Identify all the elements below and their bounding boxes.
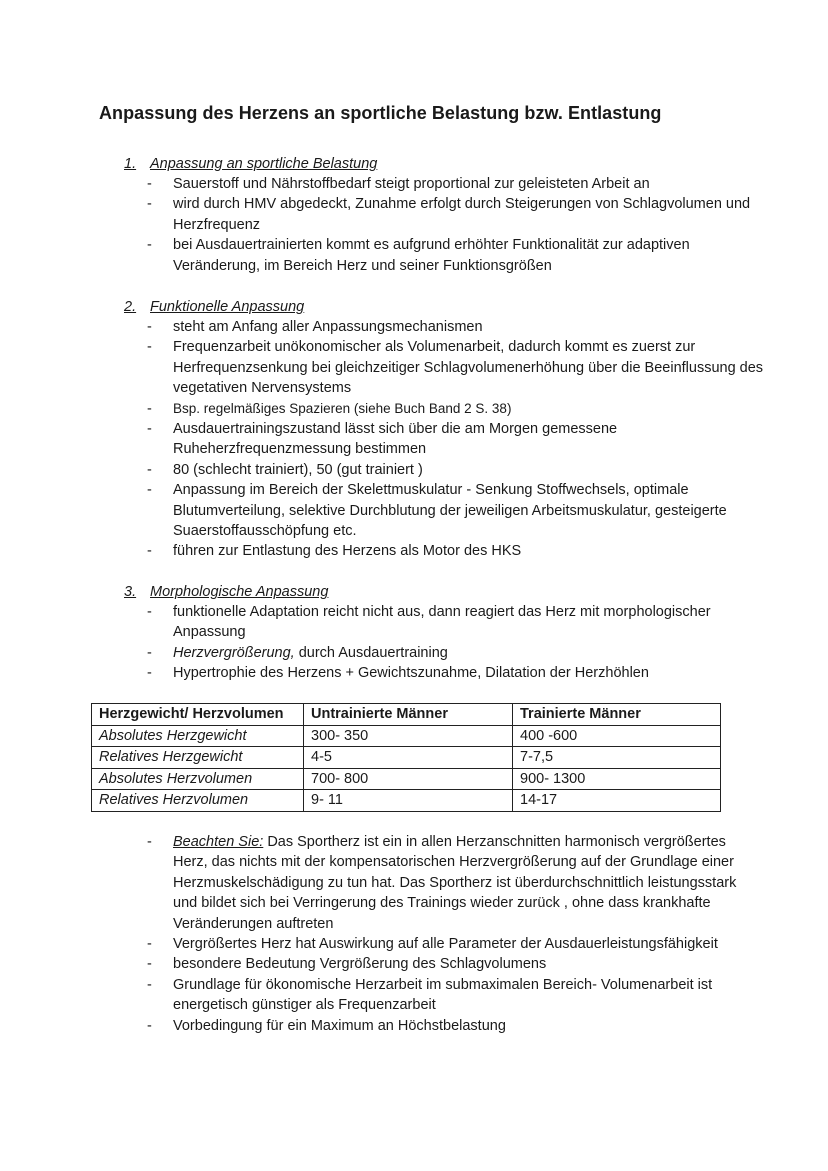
bullet-list [124,174,764,276]
list-item: - wird durch HMV abgedeckt, Zunahme erfolgt durch Steigerungen von Schlagvolumen und Herzfrequenz [147,196,751,233]
table-cell: Absolutes Herzvolumen [92,768,304,790]
table-header-row [92,704,721,726]
list-item: - Anpassung im Bereich der Skelettmuskulatur - Senkung Stoffwechsels, optimale Blutumverteilung, selektive Durchblutung der jeweiligen Arbeitsmuskulatur, gesteigerte Suaerstoffausschöpfung etc. [147,482,727,540]
section-number: 1. [124,156,137,172]
table-cell: Relatives Herzvolumen [92,790,304,812]
section-number: 2. [124,299,137,315]
section-number: 3. [124,584,137,600]
table-cell: 400 -600 [513,725,721,747]
list-item: - Vorbedingung für ein Maximum an Höchstbelastung [147,1017,506,1034]
notes-section [124,832,764,1036]
table-cell: Absolutes Herzgewicht [92,725,304,747]
table-row [92,725,721,747]
table-cell: 700- 800 [304,768,513,790]
list-item: - Bsp. regelmäßiges Spazieren (siehe Buch Band 2 S. 38) [147,400,512,417]
section-funktionell [124,297,764,562]
table-row [92,747,721,769]
list-item: - funktionelle Adaptation reicht nicht aus, dann reagiert das Herz mit morphologischer Anpassung [147,604,711,641]
bullet-list [124,602,764,684]
list-item: - Frequenzarbeit unökonomischer als Volumenarbeit, dadurch kommt es zuerst zur Herfrequenzsenkung bei gleichzeitiger Schlagvolumenerhöhung über die Beeinflussung des vegetativen Nervensystems [147,339,764,397]
table-cell: 7-7,5 [513,747,721,769]
table-header: Trainierte Männer [513,704,721,726]
bullet-list [124,832,764,1036]
list-item: - Vergrößertes Herz hat Auswirkung auf alle Parameter der Ausdauerleistungsfähigkeit [147,936,718,953]
list-item: - Hypertrophie des Herzens + Gewichtszunahme, Dilatation der Herzhöhlen [147,665,649,682]
list-item: - steht am Anfang aller Anpassungsmechanismen [147,319,483,335]
section-morphologisch [124,582,764,684]
section-heading [124,297,764,317]
note-prefix: Beachten Sie: [173,834,264,850]
table-header: Herzgewicht/ Herzvolumen [92,704,304,726]
table-cell: 4-5 [304,747,513,769]
section-heading [124,154,764,174]
heart-comparison-table [91,703,721,812]
section-title: Anpassung an sportliche Belastung [150,156,378,172]
table-row [92,790,721,812]
list-item: - Grundlage für ökonomische Herzarbeit im submaximalen Bereich- Volumenarbeit ist energetisch günstiger als Frequenzarbeit [147,976,713,1014]
page-title: Anpassung des Herzens an sportliche Belastung bzw. Entlastung [99,103,662,123]
list-item: - Beachten Sie: Das Sportherz ist ein in allen Herzanschnitten harmonisch vergrößertes Herz, das nichts mit der kompensatorischen Herzvergrößerung auf der Grundlage einer Herzmuskelschädigung zu tun hat. Das Sportherz ist überdurchschnittlich leistungsstark und bildet sich bei Verringerung des Trainings wieder zurück , ohne dass krankhafte Veränderungen auftreten [147,834,737,932]
list-item: - Sauerstoff und Nährstoffbedarf steigt proportional zur geleisteten Arbeit an [147,176,650,192]
list-item: - Herzvergrößerung, durch Ausdauertraining [147,644,448,661]
section-title: Funktionelle Anpassung [150,299,305,315]
table-cell: 300- 350 [304,725,513,747]
list-item: - besondere Bedeutung Vergrößerung des Schlagvolumens [147,956,547,973]
list-item: - Ausdauertrainingszustand lässt sich über die am Morgen gemessene Ruheherzfrequenzmessung bestimmen [147,421,618,458]
list-item: - 80 (schlecht trainiert), 50 (gut trainiert ) [147,461,423,478]
bullet-list [124,317,764,562]
section-belastung [124,154,764,276]
section-title: Morphologische Anpassung [150,584,329,600]
list-item: - führen zur Entlastung des Herzens als Motor des HKS [147,543,522,560]
table-header: Untrainierte Männer [304,704,513,726]
table-cell: 9- 11 [304,790,513,812]
section-heading [124,582,764,602]
list-item: - bei Ausdauertrainierten kommt es aufgrund erhöhter Funktionalität zur adaptiven Veränderung, im Bereich Herz und seiner Funktionsgrößen [147,237,690,274]
table-cell: Relatives Herzgewicht [92,747,304,769]
table-cell: 900- 1300 [513,768,721,790]
table-cell: 14-17 [513,790,721,812]
table-row [92,768,721,790]
